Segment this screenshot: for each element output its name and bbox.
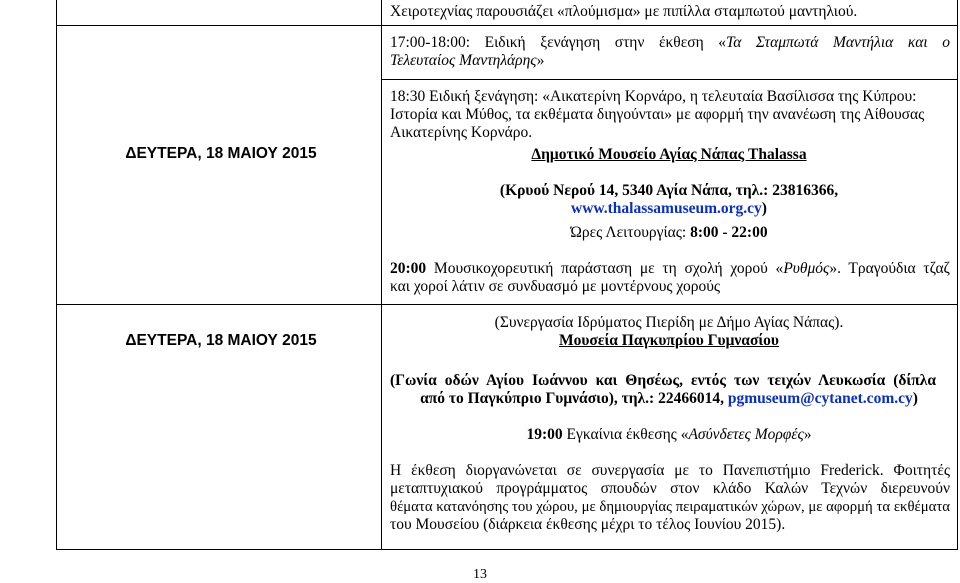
venue-address-row2-line2 — [381, 390, 957, 408]
website-link[interactable]: www.thalassamuseum.org.cy — [571, 200, 762, 217]
event3-text2: ». Τραγούδια τζαζ — [829, 260, 950, 277]
event3-line1 — [390, 260, 950, 278]
row-divider-ev1 — [381, 79, 958, 80]
table-left-border — [56, 0, 57, 550]
exhibition-text: Εγκαίνια έκθεσης « — [562, 426, 689, 443]
exhibition-desc-line1: Η έκθεση διοργανώνεται σε συνεργασία με το Πανεπιστήμιο Frederick. Φοιτητές — [390, 462, 950, 479]
event1-line1 — [390, 34, 950, 52]
email-link[interactable]: pgmuseum@cytanet.com.cy — [727, 390, 913, 407]
event2-line3: Αικατερίνης Κορνάρο. — [390, 124, 533, 141]
date-cell-row2: ΔΕΥΤΕΡΑ, 18 ΜΑΙΟΥ 2015 — [125, 332, 317, 349]
event1-line2 — [390, 52, 544, 70]
event3-time: 20:00 — [390, 260, 427, 277]
exhibition-title: Ασύνδετες Μορφές — [688, 426, 804, 443]
exhibition-time: 19:00 — [526, 426, 563, 443]
event3-text1: Μουσικοχορευτική παράσταση με τη σχολή χορού « — [426, 260, 784, 277]
event3-title: Ρυθμός — [783, 260, 830, 277]
venue-address-row1: (Κρυού Νερού 14, 5340 Αγία Νάπα, τηλ.: 23816366, — [499, 182, 839, 199]
table-column-divider — [381, 0, 382, 550]
address-row2-text: από το Παγκύπριο Γυμνάσιο), τηλ.: 22466014, — [420, 390, 728, 407]
exhibition-close: » — [803, 426, 812, 443]
exhibition-opening — [381, 426, 957, 444]
venue-title-row2: Μουσεία Παγκυπρίου Γυμνασίου — [559, 332, 779, 349]
venue-website-line — [381, 200, 957, 218]
table-bottom-border — [56, 549, 958, 550]
event1-close: » — [536, 52, 545, 69]
opening-hours — [381, 224, 957, 242]
exhibition-desc-line3: θέματα κατανόησης του χώρου, με δημιουργίας πειραματικών χώρων, με αφορμή τα εκθέματα — [390, 499, 950, 515]
hours-label: Ώρες Λειτουργίας: — [570, 224, 691, 241]
row-divider-middle — [56, 304, 958, 305]
event1-title-part2: Τελευταίος Μαντηλάρης — [390, 52, 537, 69]
event3-line2: και χοροί λάτιν σε συνδυασμό με μοντέρνους χορούς — [390, 278, 721, 295]
event2-line2: Ιστορία και Μύθος, τα εκθέματα διηγούνται» με αφορμή την ανανέωση της Αίθουσας — [390, 106, 925, 123]
row-divider-top — [56, 25, 958, 26]
event3-collaboration: (Συνεργασία Ιδρύματος Πιερίδη με Δήμο Αγίας Νάπας). — [494, 314, 844, 331]
event1-text: Ειδική ξενάγηση στην έκθεση « — [470, 34, 726, 51]
address-close-paren: ) — [761, 200, 767, 217]
venue-address-row2-line1: (Γωνία οδών Αγίου Ιωάννου και Θησέως, εντός των τειχών Λευκωσία (δίπλα — [390, 372, 936, 389]
table-right-border — [957, 0, 958, 550]
date-cell-row1: ΔΕΥΤΕΡΑ, 18 ΜΑΙΟΥ 2015 — [125, 145, 317, 162]
event1-title-part1: Τα Σταμπωτά Μαντήλια και ο — [725, 34, 951, 51]
hours-value: 8:00 - 22:00 — [690, 224, 768, 241]
page-number: 13 — [473, 567, 487, 582]
exhibition-desc-line4: του Μουσείου (διάρκεια έκθεσης μέχρι το τέλος Ιουνίου 2015). — [390, 516, 786, 533]
address-row2-close: ) — [912, 390, 918, 407]
exhibition-desc-line2: μεταπτυχιακού προγράμματος σπουδών στον κλάδο Καλών Τεχνών διερευνούν — [390, 480, 950, 497]
venue-title-row1: Δημοτικό Μουσείο Αγίας Νάπας Thalassa — [531, 146, 807, 163]
event2-line1: 18:30 Ειδική ξενάγηση: «Αικατερίνη Κορνάρο, η τελευταία Βασίλισσα της Κύπρου: — [390, 88, 917, 105]
continued-text: Χειροτεχνίας παρουσιάζει «πλούμισμα» με πιπίλλα σταμπωτού μαντηλιού. — [390, 3, 858, 20]
event1-time: 17:00-18:00: — [390, 34, 471, 51]
